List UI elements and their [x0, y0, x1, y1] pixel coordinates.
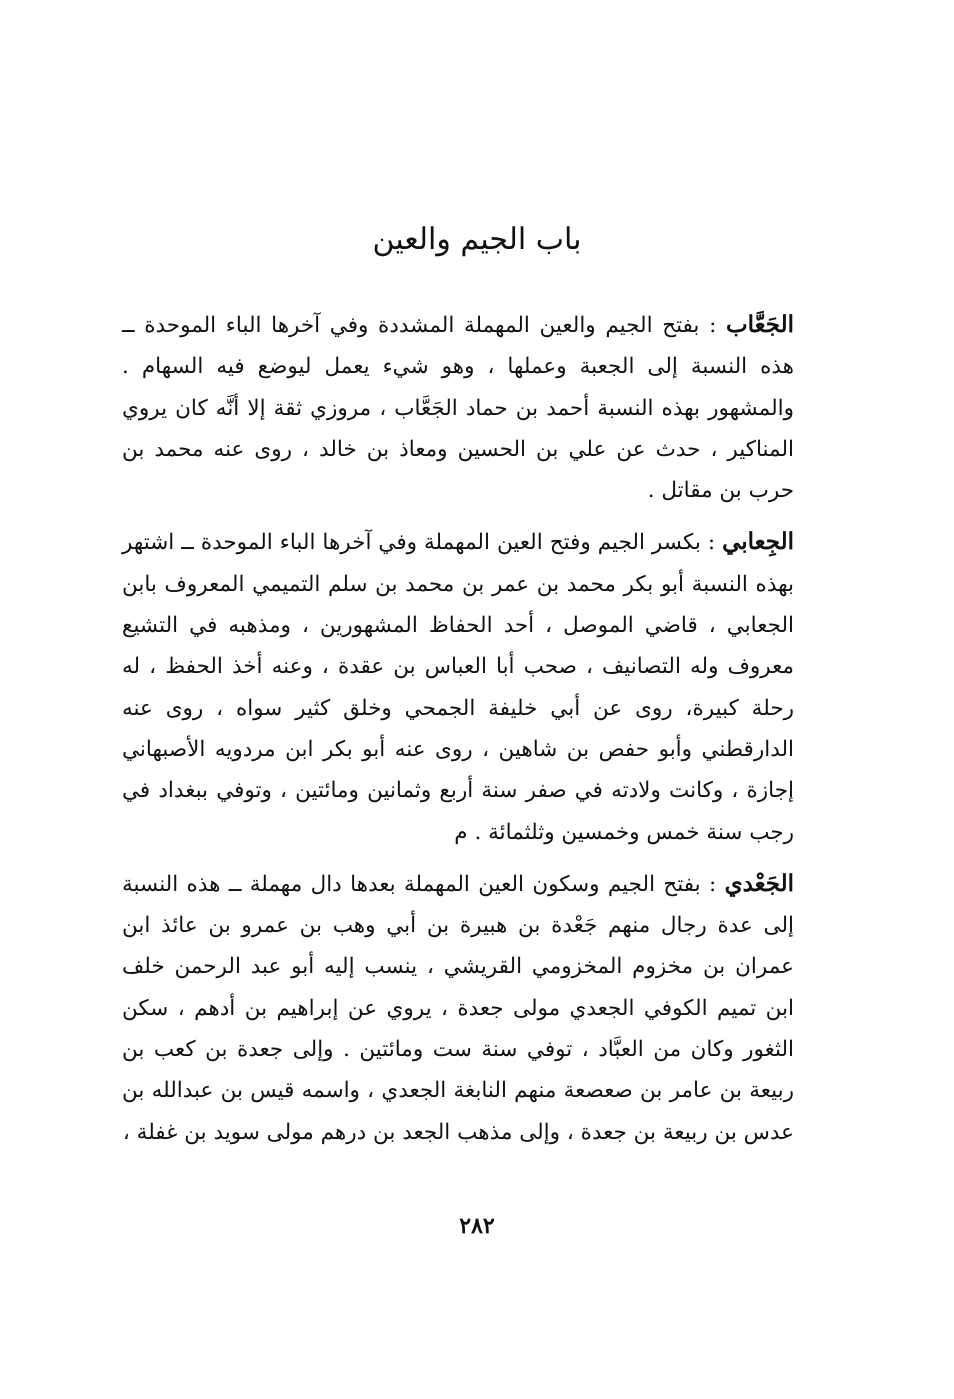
entry-jiaabi [122, 521, 794, 852]
page-number: ٢٨٢ [459, 1213, 495, 1239]
entry-headword: الجَعَّاب [725, 311, 794, 338]
entry-text: : بفتح الجيم والعين المهملة المشددة وفي آخرها الباء الموحدة ــ هذه النسبة إلى الجعبة وعملها ، وهو شيء يعمل ليوضع فيه السهام . والمشهور بهذه النسبة أحمد بن حماد الجَعَّاب ، مروزي ثقة إلا أنَّه كان يروي المناكير ، حدث عن علي بن الحسين ومعاذ بن خالد ، روى عنه محمد بن حرب بن مقاتل . [122, 313, 794, 504]
entry-headword: الجَعْدي [724, 869, 794, 897]
entry-text: : بفتح الجيم وسكون العين المهملة بعدها دال مهملة ــ هذه النسبة إلى عدة رجال منهم جَعْدة بن هبيرة بن أبي وهب بن عمرو بن عائذ ابن عمران بن مخزوم المخزومي القريشي ، ينسب إليه أبو عبد الرحمن خلف ابن تميم الكوفي الجعدي مولى جعدة ، يروي عن إبراهيم بن أدهم ، سكن الثغور وكان من العبَّاد ، توفي سنة ست ومائتين . وإلى جعدة بن كعب بن ربيعة بن عامر بن صعصعة منهم النابغة الجعدي ، واسمه قيس بن عبدالله بن عدس بن ربيعة بن جعدة ، وإلى مذهب الجعد بن درهم مولى سويد بن غفلة ، [122, 871, 794, 1145]
entry-text: : بكسر الجيم وفتح العين المهملة وفي آخرها الباء الموحدة ــ اشتهر بهذه النسبة أبو بكر محمد بن عمر بن محمد بن سلم التميمي المعروف بابن الجعابي ، قاضي الموصل ، أحد الحفاظ المشهورين ، ومذهبه في التشيع معروف وله التصانيف ، صحب أبا العباس بن عقدة ، وعنه أخذ الحفظ ، له رحلة كبيرة، روى عن أبي خليفة الجمحي وخلق كثير سواه ، روى عنه الدارقطني وأبو حفص بن شاهين ، روى عنه أبو بكر ابن مردويه الأصبهاني إجازة ، وكانت ولادته في صفر سنة أربع وثمانين ومائتين ، وتوفي ببغداد في رجب سنة خمس وخمسين وثلثمائة . م [122, 530, 794, 845]
entry-headword: الجِعابي [722, 528, 794, 556]
chapter-title: باب الجيم والعين [372, 222, 582, 257]
entries-body [122, 304, 794, 1153]
entry-jadi [122, 863, 794, 1153]
entry-jaaab [122, 304, 794, 511]
